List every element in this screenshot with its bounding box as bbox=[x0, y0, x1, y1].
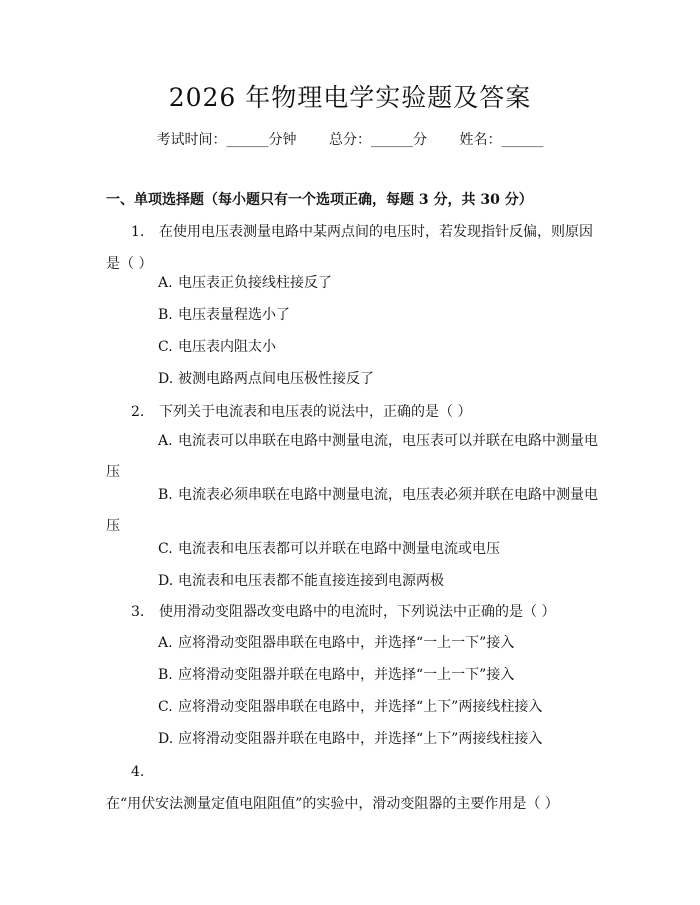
option-letter: B. bbox=[158, 487, 173, 503]
option-letter: A. bbox=[158, 433, 173, 449]
question-1-option-a bbox=[106, 268, 606, 299]
option-letter: C. bbox=[158, 699, 173, 715]
total-score-field: 总分：______分 bbox=[329, 132, 427, 148]
question-4 bbox=[106, 756, 606, 820]
option-letter: C. bbox=[158, 339, 173, 355]
option-letter: D. bbox=[158, 731, 174, 747]
question-1-option-c bbox=[106, 332, 606, 363]
option-letter: D. bbox=[158, 573, 174, 589]
question-text: 在“用伏安法测量定值电阻阻值”的实验中，滑动变阻器的主要作用是（ ） bbox=[106, 796, 559, 812]
option-letter: A. bbox=[158, 275, 173, 291]
option-text: 电流表和电压表都不能直接连接到电源两极 bbox=[178, 573, 444, 589]
exam-meta bbox=[0, 130, 700, 150]
question-number: 3. bbox=[131, 604, 145, 620]
question-text: 在使用电压表测量电路中某两点间的电压时，若发现指针反偏，则原因是（ ） bbox=[106, 224, 593, 272]
option-text: 电流表和电压表都可以并联在电路中测量电流或电压 bbox=[178, 541, 500, 557]
question-3-option-d bbox=[106, 724, 606, 755]
question-3-option-b bbox=[106, 660, 606, 691]
question-3-option-c bbox=[106, 692, 606, 723]
question-3 bbox=[106, 596, 606, 628]
option-text: 电压表量程选小了 bbox=[178, 307, 290, 323]
option-text: 应将滑动变阻器并联在电路中，并选择“一上一下”接入 bbox=[178, 667, 515, 683]
question-text: 使用滑动变阻器改变电路中的电流时，下列说法中正确的是（ ） bbox=[159, 604, 556, 620]
question-2 bbox=[106, 396, 606, 428]
question-2-option-b bbox=[106, 480, 606, 542]
option-text: 电压表内阻太小 bbox=[178, 339, 276, 355]
question-text: 下列关于电流表和电压表的说法中，正确的是（ ） bbox=[159, 404, 472, 420]
question-number: 2. bbox=[131, 404, 145, 420]
question-2-option-a bbox=[106, 426, 606, 488]
option-letter: A. bbox=[158, 635, 173, 651]
question-number: 4. bbox=[131, 764, 145, 780]
page-title: 2026 年物理电学实验题及答案 bbox=[168, 83, 532, 112]
question-1-option-b bbox=[106, 300, 606, 331]
option-letter: D. bbox=[158, 371, 174, 387]
option-letter: B. bbox=[158, 307, 173, 323]
question-3-option-a bbox=[106, 628, 606, 659]
option-letter: C. bbox=[158, 541, 173, 557]
question-number: 1. bbox=[131, 224, 145, 240]
option-text: 被测电路两点间电压极性接反了 bbox=[178, 371, 374, 387]
option-letter: B. bbox=[158, 667, 173, 683]
option-text: 应将滑动变阻器并联在电路中，并选择“上下”两接线柱接入 bbox=[178, 731, 543, 747]
question-2-option-d bbox=[106, 566, 606, 597]
option-text: 电流表必须串联在电路中测量电流，电压表必须并联在电路中测量电压 bbox=[106, 487, 598, 534]
exam-time-field: 考试时间：______分钟 bbox=[156, 132, 297, 148]
option-text: 应将滑动变阻器串联在电路中，并选择“上下”两接线柱接入 bbox=[178, 699, 543, 715]
option-text: 电压表正负接线柱接反了 bbox=[178, 275, 332, 291]
option-text: 应将滑动变阻器串联在电路中，并选择“一上一下”接入 bbox=[178, 635, 515, 651]
question-1-option-d bbox=[106, 364, 606, 395]
option-text: 电流表可以串联在电路中测量电流，电压表可以并联在电路中测量电压 bbox=[106, 433, 598, 480]
section-heading: 一、单项选择题（每小题只有一个选项正确，每题 3 分，共 30 分） bbox=[106, 192, 533, 208]
question-2-option-c bbox=[106, 534, 606, 565]
student-name-field: 姓名：______ bbox=[459, 132, 544, 148]
